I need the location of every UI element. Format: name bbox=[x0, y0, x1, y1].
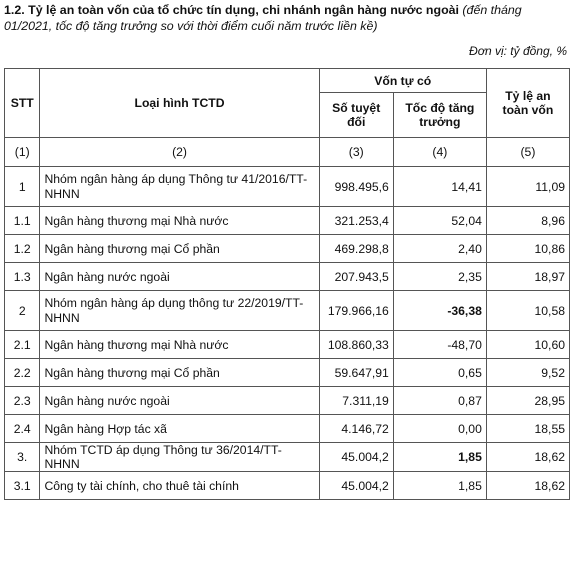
row-growth: 14,41 bbox=[393, 167, 486, 207]
row-type: Nhóm ngân hàng áp dụng Thông tư 41/2016/TT-NHNN bbox=[40, 167, 319, 207]
row-stt: 2 bbox=[5, 291, 40, 331]
row-growth: 0,65 bbox=[393, 359, 486, 387]
index-cell: (1) bbox=[5, 138, 40, 167]
row-stt: 1 bbox=[5, 167, 40, 207]
header-growth: Tốc độ tăng trưởng bbox=[393, 93, 486, 138]
row-growth: 1,85 bbox=[393, 472, 486, 500]
row-car: 10,60 bbox=[486, 331, 569, 359]
row-car: 10,58 bbox=[486, 291, 569, 331]
header-absolute: Số tuyệt đối bbox=[319, 93, 393, 138]
row-car: 8,96 bbox=[486, 207, 569, 235]
row-type: Ngân hàng Hợp tác xã bbox=[40, 415, 319, 443]
row-absolute: 45.004,2 bbox=[319, 472, 393, 500]
row-car: 18,62 bbox=[486, 472, 569, 500]
row-stt: 3. bbox=[5, 443, 40, 472]
row-absolute: 59.647,91 bbox=[319, 359, 393, 387]
row-type: Nhóm ngân hàng áp dụng thông tư 22/2019/TT-NHNN bbox=[40, 291, 319, 331]
title-bold-text: Tỷ lệ an toàn vốn của tổ chức tín dụng, chi nhánh ngân hàng nước ngoài bbox=[28, 3, 459, 17]
unit-note: Đơn vị: tỷ đồng, % bbox=[469, 44, 567, 58]
row-car: 10,86 bbox=[486, 235, 569, 263]
index-row bbox=[5, 138, 570, 167]
header-type: Loại hình TCTD bbox=[40, 69, 319, 138]
row-absolute: 179.966,16 bbox=[319, 291, 393, 331]
row-stt: 1.2 bbox=[5, 235, 40, 263]
table-title bbox=[4, 2, 570, 18]
table-row bbox=[5, 331, 570, 359]
row-absolute: 45.004,2 bbox=[319, 443, 393, 472]
row-stt: 2.1 bbox=[5, 331, 40, 359]
row-car: 9,52 bbox=[486, 359, 569, 387]
table-row bbox=[5, 443, 570, 472]
row-absolute: 207.943,5 bbox=[319, 263, 393, 291]
table-row bbox=[5, 167, 570, 207]
row-stt: 2.2 bbox=[5, 359, 40, 387]
row-growth: 2,40 bbox=[393, 235, 486, 263]
row-growth: 1,85 bbox=[393, 443, 486, 472]
row-car: 18,97 bbox=[486, 263, 569, 291]
row-growth: 0,87 bbox=[393, 387, 486, 415]
capital-adequacy-table bbox=[4, 68, 570, 500]
row-type: Ngân hàng thương mại Cổ phần bbox=[40, 235, 319, 263]
row-absolute: 321.253,4 bbox=[319, 207, 393, 235]
index-cell: (5) bbox=[486, 138, 569, 167]
row-type: Ngân hàng thương mại Cổ phần bbox=[40, 359, 319, 387]
table-row bbox=[5, 235, 570, 263]
table-row bbox=[5, 387, 570, 415]
row-absolute: 7.311,19 bbox=[319, 387, 393, 415]
table-row bbox=[5, 291, 570, 331]
title-italic-part2: 01/2021, tốc độ tăng trưởng so với thời điểm cuối năm trước liền kề) bbox=[4, 19, 378, 33]
row-absolute: 108.860,33 bbox=[319, 331, 393, 359]
row-car: 28,95 bbox=[486, 387, 569, 415]
row-growth: 52,04 bbox=[393, 207, 486, 235]
row-type: Công ty tài chính, cho thuê tài chính bbox=[40, 472, 319, 500]
row-type: Ngân hàng nước ngoài bbox=[40, 263, 319, 291]
row-stt: 2.3 bbox=[5, 387, 40, 415]
row-absolute: 4.146,72 bbox=[319, 415, 393, 443]
table-row bbox=[5, 359, 570, 387]
row-stt: 3.1 bbox=[5, 472, 40, 500]
title-italic-part1: (đến tháng bbox=[462, 3, 522, 17]
row-growth: -36,38 bbox=[393, 291, 486, 331]
row-stt: 1.3 bbox=[5, 263, 40, 291]
table-row bbox=[5, 207, 570, 235]
row-growth: 2,35 bbox=[393, 263, 486, 291]
row-growth: -48,70 bbox=[393, 331, 486, 359]
row-type: Nhóm TCTD áp dụng Thông tư 36/2014/TT-NHNN bbox=[40, 443, 319, 472]
index-cell: (2) bbox=[40, 138, 319, 167]
document-header bbox=[4, 2, 570, 34]
title-second-line bbox=[4, 18, 570, 34]
row-growth: 0,00 bbox=[393, 415, 486, 443]
table-row bbox=[5, 472, 570, 500]
index-cell: (3) bbox=[319, 138, 393, 167]
table-row bbox=[5, 415, 570, 443]
header-equity-group: Vốn tự có bbox=[319, 69, 486, 93]
index-cell: (4) bbox=[393, 138, 486, 167]
table-row bbox=[5, 263, 570, 291]
header-stt: STT bbox=[5, 69, 40, 138]
row-stt: 1.1 bbox=[5, 207, 40, 235]
row-type: Ngân hàng thương mại Nhà nước bbox=[40, 331, 319, 359]
title-number: 1.2. bbox=[4, 3, 25, 17]
row-absolute: 469.298,8 bbox=[319, 235, 393, 263]
row-absolute: 998.495,6 bbox=[319, 167, 393, 207]
header-car: Tỷ lệ an toàn vốn bbox=[486, 69, 569, 138]
row-car: 11,09 bbox=[486, 167, 569, 207]
row-type: Ngân hàng nước ngoài bbox=[40, 387, 319, 415]
row-car: 18,62 bbox=[486, 443, 569, 472]
row-car: 18,55 bbox=[486, 415, 569, 443]
row-type: Ngân hàng thương mại Nhà nước bbox=[40, 207, 319, 235]
row-stt: 2.4 bbox=[5, 415, 40, 443]
